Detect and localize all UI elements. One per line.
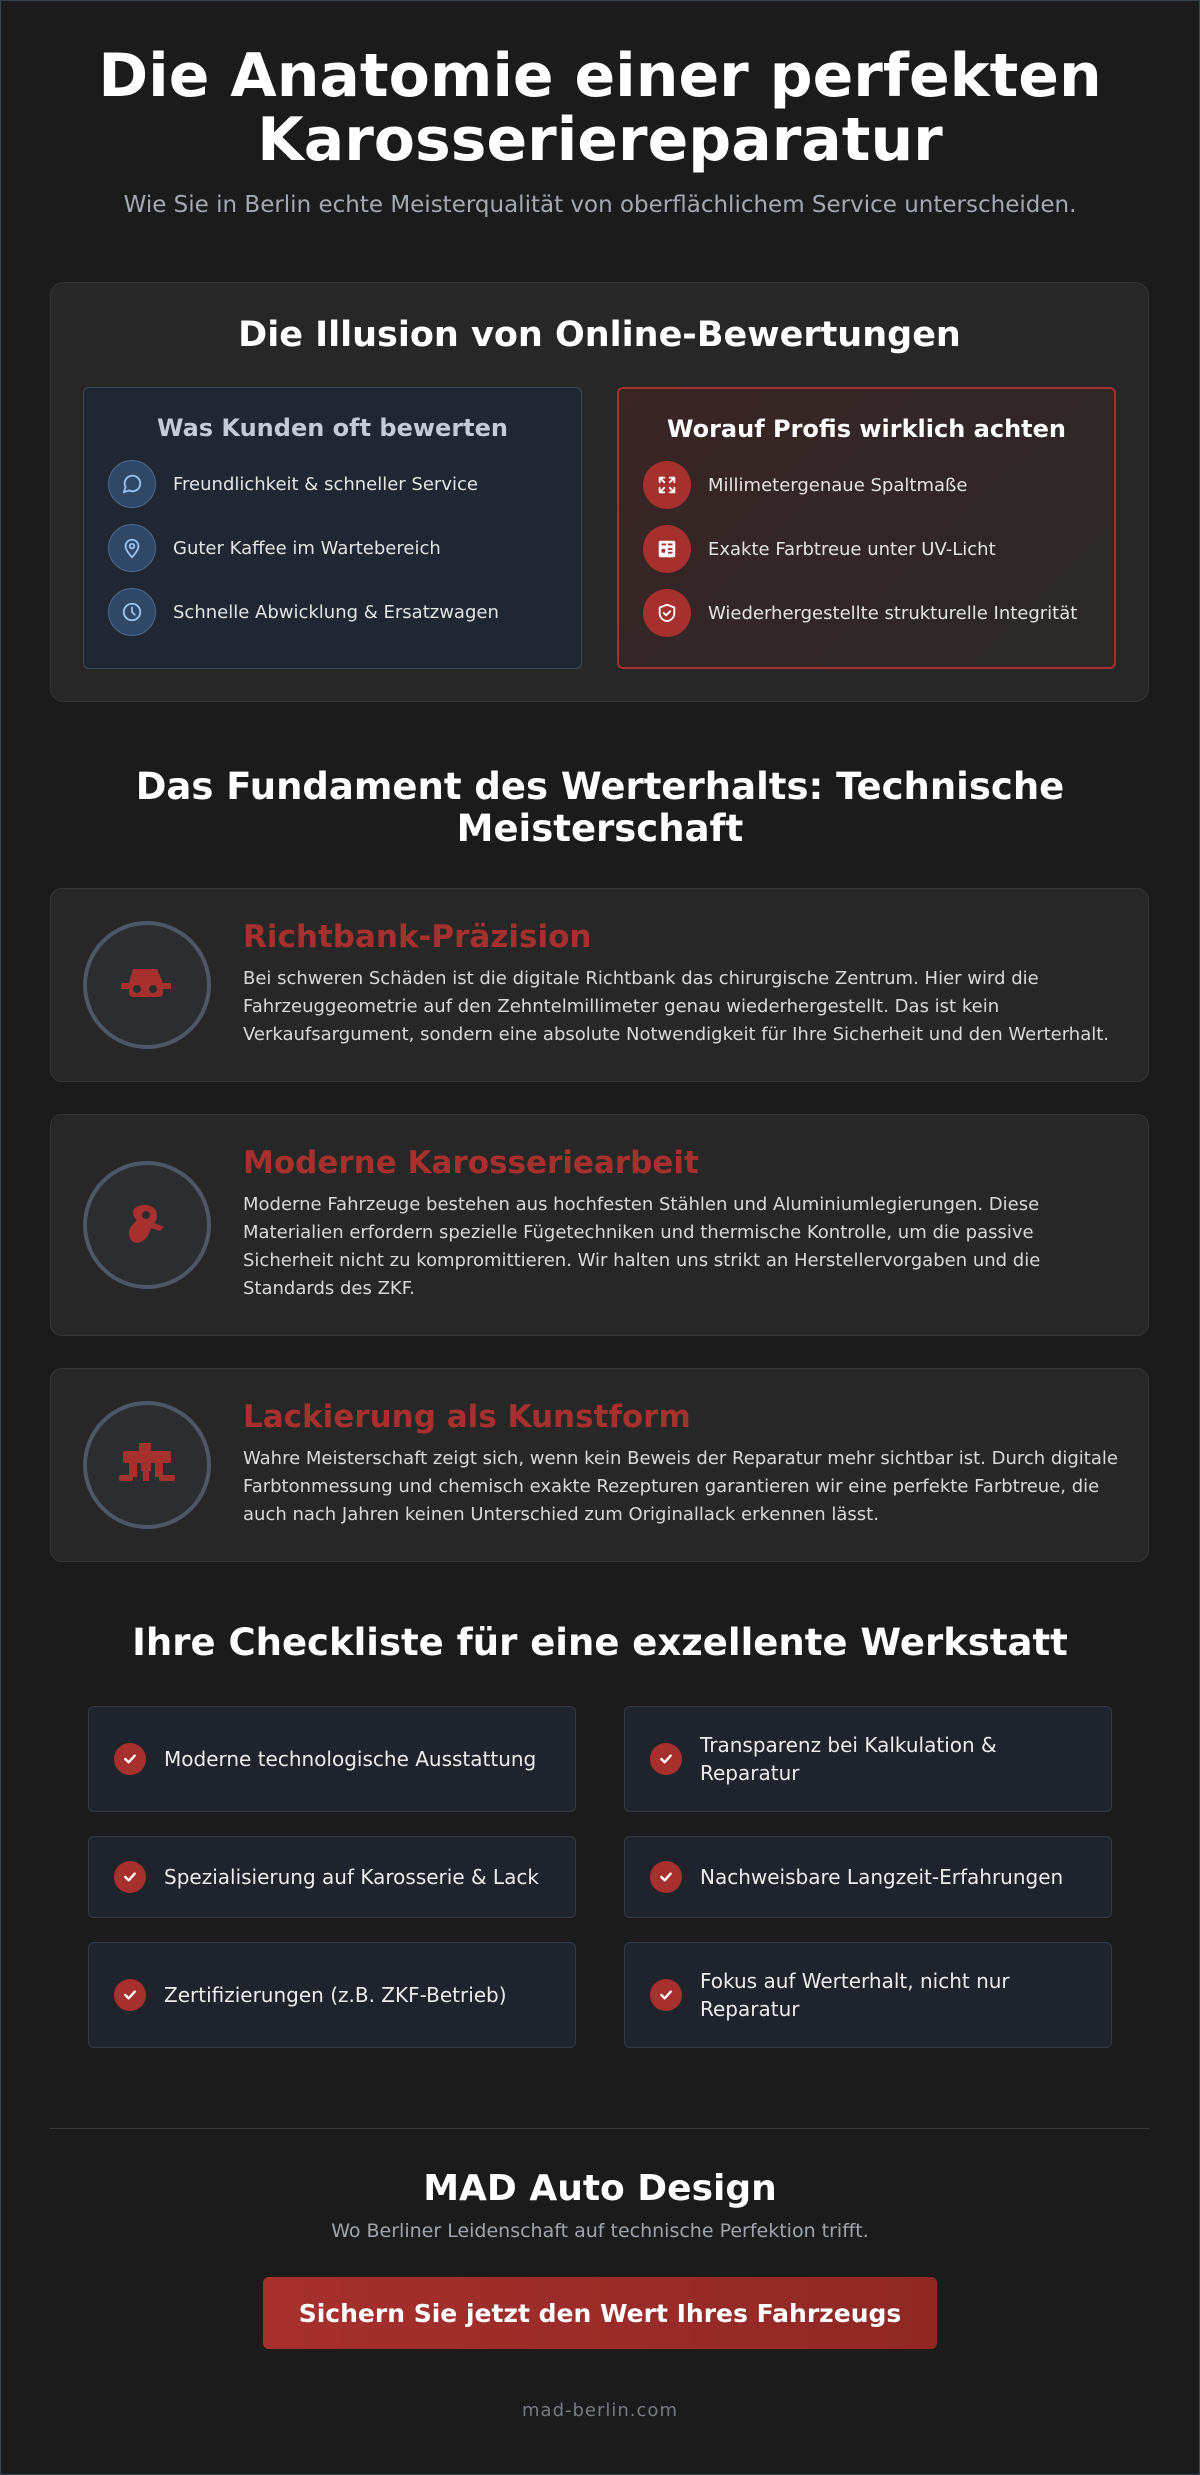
check-icon bbox=[650, 1743, 682, 1775]
feature-card-frame-bench bbox=[50, 888, 1149, 1082]
cta-button[interactable]: Sichern Sie jetzt den Wert Ihres Fahrzeugs bbox=[263, 2277, 937, 2349]
pro-criteria-heading: Worauf Profis wirklich achten bbox=[666, 415, 1067, 443]
checklist-label: Nachweisbare Langzeit-Erfahrungen bbox=[700, 1865, 1064, 1889]
calculator-icon bbox=[643, 525, 691, 573]
checklist-label: Zertifizierungen (z.B. ZKF-Betrieb) bbox=[164, 1983, 507, 2007]
customer-ratings-box bbox=[83, 387, 582, 669]
checklist-item bbox=[624, 1942, 1112, 2048]
location-pin-icon bbox=[108, 524, 156, 572]
feature-card-paint bbox=[50, 1368, 1149, 1562]
customer-ratings-heading: Was Kunden oft bewerten bbox=[156, 414, 509, 442]
car-frame-icon bbox=[83, 921, 211, 1049]
checklist-label: Moderne technologische Ausstattung bbox=[164, 1747, 537, 1771]
page-title: Die Anatomie einer perfekten Karosseriereparatur bbox=[98, 41, 1102, 175]
brand-name: MAD Auto Design bbox=[423, 2168, 777, 2209]
checklist-item bbox=[88, 1706, 576, 1812]
chat-bubble-icon bbox=[108, 460, 156, 508]
check-icon bbox=[114, 1861, 146, 1893]
clock-icon bbox=[108, 588, 156, 636]
list-item bbox=[108, 460, 581, 508]
foundation-title: Das Fundament des Werterhalts: Technische Meisterschaft bbox=[135, 765, 1065, 850]
list-item bbox=[643, 461, 1114, 509]
checklist-label: Transparenz bei Kalkulation & Reparatur bbox=[700, 1733, 997, 1785]
check-icon bbox=[114, 1979, 146, 2011]
feature-title: Lackierung als Kunstform bbox=[243, 1399, 691, 1435]
website-link[interactable]: mad-berlin.com bbox=[522, 2400, 678, 2421]
list-item bbox=[643, 589, 1114, 637]
checklist-item bbox=[624, 1836, 1112, 1918]
shield-check-icon bbox=[643, 589, 691, 637]
list-item bbox=[108, 588, 581, 636]
checklist-item bbox=[624, 1706, 1112, 1812]
list-item-label: Schnelle Abwicklung & Ersatzwagen bbox=[173, 601, 499, 623]
welding-icon bbox=[83, 1161, 211, 1289]
check-icon bbox=[650, 1979, 682, 2011]
list-item-label: Exakte Farbtreue unter UV-Licht bbox=[708, 538, 996, 560]
feature-card-body-work bbox=[50, 1114, 1149, 1336]
footer-divider bbox=[50, 2128, 1149, 2129]
list-item bbox=[108, 524, 581, 572]
page-subtitle: Wie Sie in Berlin echte Meisterqualität von oberflächlichem Service unterscheiden. bbox=[123, 192, 1077, 218]
brand-tagline: Wo Berliner Leidenschaft auf technische Perfektion trifft. bbox=[331, 2220, 869, 2242]
list-item-label: Freundlichkeit & schneller Service bbox=[173, 473, 478, 495]
spray-paint-icon bbox=[83, 1401, 211, 1529]
feature-title: Richtbank-Präzision bbox=[243, 919, 592, 955]
checklist-item bbox=[88, 1942, 576, 2048]
checklist-title: Ihre Checkliste für eine exzellente Werkstatt bbox=[132, 1621, 1068, 1664]
checklist-item bbox=[88, 1836, 576, 1918]
list-item-label: Wiederhergestellte strukturelle Integrität bbox=[708, 602, 1078, 624]
expand-arrows-icon bbox=[643, 461, 691, 509]
feature-text: Moderne Fahrzeuge bestehen aus hochfesten Stählen und Aluminiumlegierungen. Diese Materialien erfordern spezielle Fügetechniken und thermische Kontrolle, um die passive Sicherheit nicht zu kompromittieren. Wir halten uns strikt an Herstellervorgaben und die Standards des ZKF. bbox=[243, 1194, 1041, 1299]
pro-criteria-box bbox=[617, 387, 1116, 669]
reviews-panel bbox=[50, 282, 1149, 702]
list-item-label: Guter Kaffee im Wartebereich bbox=[173, 537, 441, 559]
check-icon bbox=[114, 1743, 146, 1775]
checklist-label: Fokus auf Werterhalt, nicht nur Reparatur bbox=[700, 1969, 1010, 2021]
feature-text: Wahre Meisterschaft zeigt sich, wenn kein Beweis der Reparatur mehr sichtbar ist. Durch digitale Farbtonmessung und chemisch exakte Rezepturen garantieren wir eine perfekte Farbtreue, die auch nach Jahren keinen Unterschied zum Originallack erkennen lässt. bbox=[243, 1448, 1118, 1525]
feature-title: Moderne Karosseriearbeit bbox=[243, 1145, 699, 1181]
reviews-title: Die Illusion von Online-Bewertungen bbox=[238, 315, 961, 355]
list-item-label: Millimetergenaue Spaltmaße bbox=[708, 474, 968, 496]
hero bbox=[0, 41, 1200, 218]
feature-text: Bei schweren Schäden ist die digitale Richtbank das chirurgische Zentrum. Hier wird die Fahrzeuggeometrie auf den Zehntelmillimeter genau wiederhergestellt. Das ist kein Verkaufsargument, sondern eine absolute Notwendigkeit für Ihre Sicherheit und den Werterhalt. bbox=[243, 968, 1110, 1045]
checklist-label: Spezialisierung auf Karosserie & Lack bbox=[164, 1865, 539, 1889]
check-icon bbox=[650, 1861, 682, 1893]
list-item bbox=[643, 525, 1114, 573]
